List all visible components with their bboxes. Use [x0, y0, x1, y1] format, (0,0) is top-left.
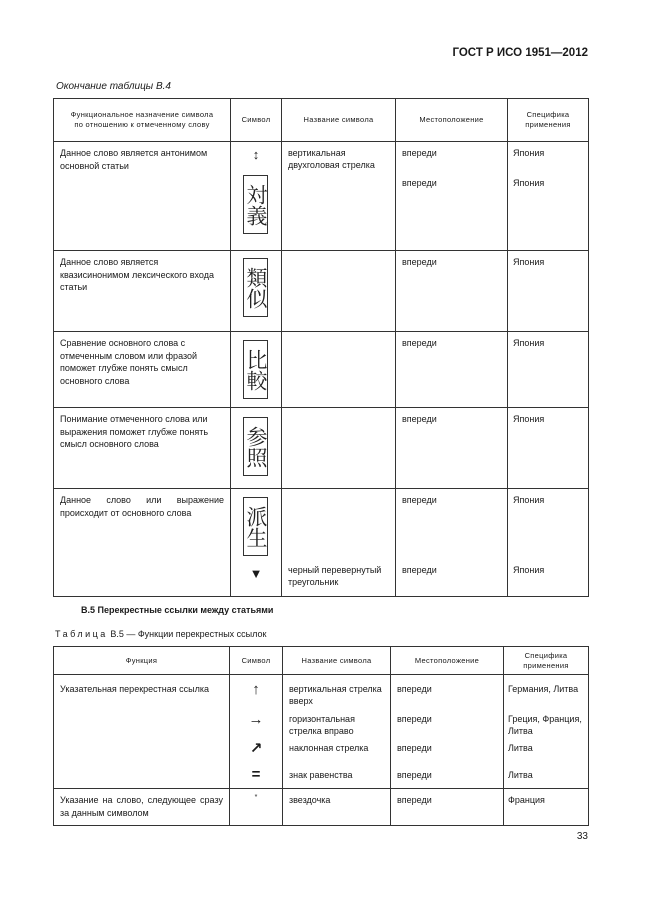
- function-text: Данное слово является квазисинонимом лексического входа статьи: [60, 257, 214, 292]
- black-triangle-symbol: ▼: [249, 566, 263, 581]
- location-text: впереди: [402, 414, 437, 424]
- kanji-text: 比較: [244, 348, 268, 391]
- kanji-symbol-ruiji: [243, 258, 268, 317]
- kanji-symbol-sansho: [243, 417, 268, 476]
- equals-symbol: =: [251, 766, 261, 783]
- arrow-diagonal-symbol: ↗: [249, 740, 263, 757]
- table-row: [54, 142, 589, 251]
- section-title: В.5 Перекрестные ссылки между статьями: [81, 605, 274, 615]
- table-b5-caption: [55, 629, 266, 639]
- usage-text: Япония: [513, 257, 545, 267]
- location-text: впереди: [397, 795, 432, 805]
- kanji-text: 対義: [244, 183, 268, 226]
- location-text: впереди: [402, 257, 437, 267]
- arrow-up-symbol: ↑: [252, 681, 260, 698]
- location-text: впереди: [397, 743, 432, 753]
- kanji-text: 派生: [244, 505, 268, 548]
- location-text: впереди: [402, 178, 437, 188]
- usage-text: Литва: [508, 770, 533, 780]
- usage-text: Литва: [508, 743, 533, 753]
- symbol-name: звездочка: [289, 795, 331, 805]
- location-text: впереди: [402, 148, 437, 158]
- function-text: Данное слово или выражение происходит от основного слова: [60, 495, 224, 518]
- function-text: Сравнение основного слова с отмеченным словом или фразой поможет глубже понять смысл основного слова: [60, 338, 198, 386]
- table-header-row: [54, 99, 589, 142]
- kanji-symbol-hasei: [243, 497, 268, 556]
- location-text: впереди: [402, 495, 437, 505]
- column-header-function: Функциональное назначение символа по отношению к отмеченному слову: [54, 99, 231, 142]
- function-text: Данное слово является антонимом основной статьи: [60, 148, 208, 171]
- usage-text: Греция, Франция, Литва: [508, 714, 582, 736]
- asterisk-symbol: *: [254, 794, 258, 801]
- document-header: ГОСТ Р ИСО 1951—2012: [452, 47, 588, 59]
- function-text: Указание на слово, следующее сразу за данным символом: [60, 795, 223, 818]
- function-text: Указательная перекрестная ссылка: [60, 684, 209, 694]
- table-row: [54, 408, 589, 489]
- table-row: [54, 489, 589, 597]
- table-row: [54, 332, 589, 408]
- page-number: 33: [576, 831, 588, 842]
- column-header-usage: Специфика применения: [508, 99, 589, 142]
- usage-text: Япония: [513, 148, 545, 158]
- symbol-name: наклонная стрелка: [289, 743, 369, 753]
- location-text: впереди: [397, 714, 432, 724]
- usage-text: Япония: [513, 495, 545, 505]
- kanji-text: 類似: [244, 266, 268, 309]
- table-row: [54, 251, 589, 332]
- location-text: впереди: [402, 338, 437, 348]
- column-header-usage: Специфика применения: [504, 647, 589, 675]
- column-header-symbol-name: Название символа: [282, 99, 396, 142]
- usage-text: Япония: [513, 565, 545, 575]
- location-text: впереди: [397, 770, 432, 780]
- table-b4-caption: Окончание таблицы В.4: [56, 81, 171, 92]
- column-header-symbol: Символ: [230, 647, 283, 675]
- column-header-location: Местоположение: [391, 647, 504, 675]
- column-header-location: Местоположение: [396, 99, 508, 142]
- usage-text: Германия, Литва: [508, 684, 579, 694]
- kanji-text: 参照: [244, 425, 268, 468]
- arrow-right-symbol: →: [248, 711, 264, 728]
- table-row: [54, 789, 589, 826]
- usage-text: Япония: [513, 178, 545, 188]
- column-header-symbol-name: Название символа: [283, 647, 391, 675]
- double-arrow-symbol: ↕: [252, 147, 260, 162]
- usage-text: Япония: [513, 414, 545, 424]
- location-text: впереди: [397, 684, 432, 694]
- table-header-row: [54, 647, 589, 675]
- location-text: впереди: [402, 565, 437, 575]
- table-b5-caption-prefix: Таблица: [55, 629, 108, 639]
- kanji-symbol-hikaku: [243, 340, 268, 399]
- kanji-symbol-taigi: [243, 175, 268, 234]
- symbol-name: черный перевернутый треугольник: [288, 565, 382, 587]
- table-row: [54, 675, 589, 789]
- usage-text: Япония: [513, 338, 545, 348]
- table-b4: [53, 98, 589, 597]
- symbol-name: знак равенства: [289, 770, 353, 780]
- column-header-symbol: Символ: [231, 99, 282, 142]
- table-b5: [53, 646, 589, 826]
- symbol-name: горизонтальная стрелка вправо: [289, 714, 355, 736]
- column-header-function: Функция: [54, 647, 230, 675]
- symbol-name: вертикальная двухголовая стрелка: [288, 148, 375, 170]
- usage-text: Франция: [508, 795, 545, 805]
- function-text: Понимание отмеченного слова или выражения поможет глубже понять смысл основного слова: [60, 414, 209, 449]
- table-b5-caption-text: В.5 — Функции перекрестных ссылок: [110, 629, 267, 639]
- symbol-name: вертикальная стрелка вверх: [289, 684, 382, 706]
